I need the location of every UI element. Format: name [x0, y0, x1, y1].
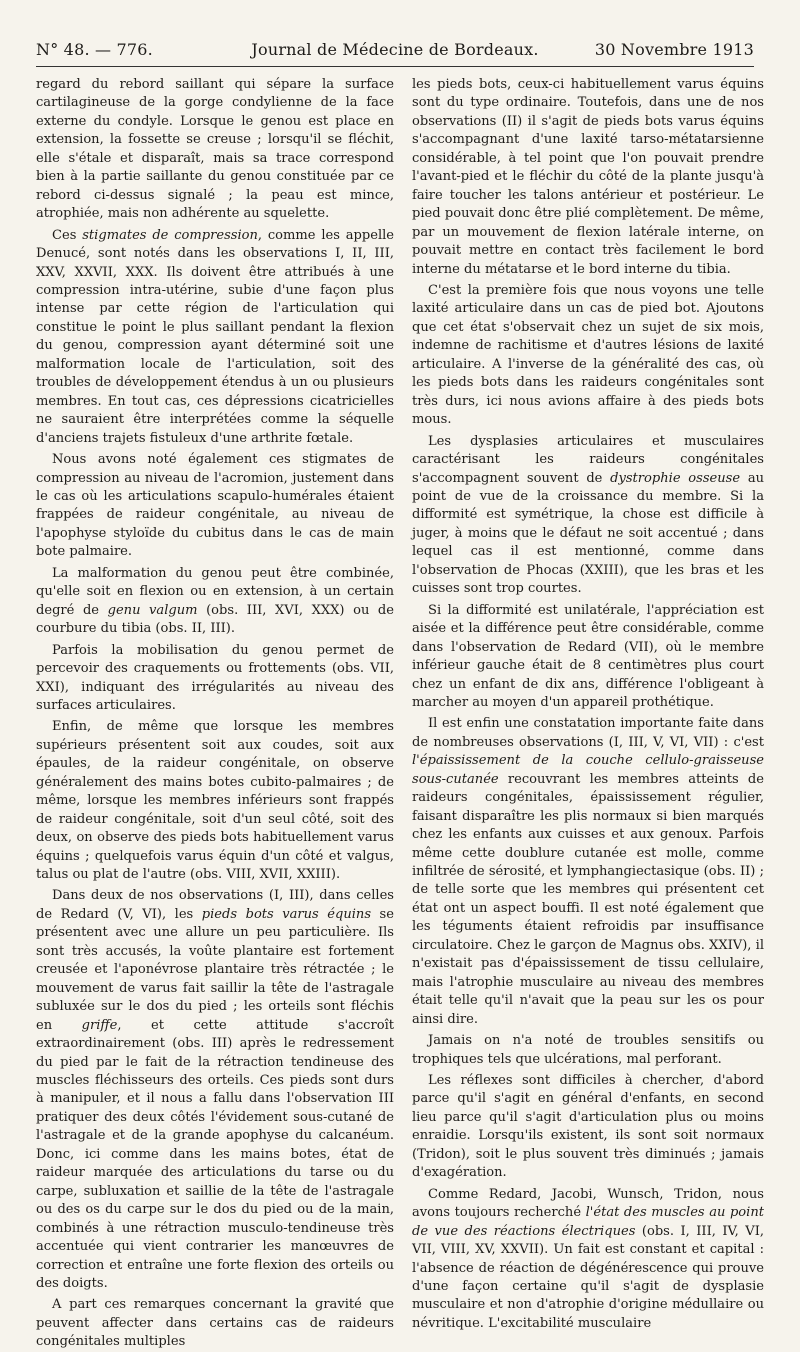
emphasis: griffe: [81, 1017, 118, 1033]
right-column: [412, 76, 764, 1333]
paragraph: Parfois la mobilisation du genou permet de percevoir des craquements ou frottements (obs. VII, XXI), indiquant des irrégularités au niveau des surfaces articulaires.: [36, 642, 394, 713]
paragraph: Les dysplasies articulaires et musculaires caractérisant les raideurs congénitales s'accompagnent souvent de dystrophie osseuse au point de vue de la croissance du membre. Si la difformité est symétrique, la chose est difficile à juger, à moins que le défaut ne soit accentué ; dans lequel cas il est mentionné, comme dans l'observation de Phocas (XXIII), que les bras et les cuisses sont trop courtes.: [412, 433, 764, 597]
paragraph: C'est la première fois que nous voyons une telle laxité articulaire dans un cas de pied bot. Ajoutons que cet état s'observait chez un sujet de six mois, indemne de rachitisme et d'autres lésions de laxité articulaire. A l'inverse de la généralité des cas, où les pieds bots dans les raideurs congénitales sont très durs, ici nous avions affaire à des pieds bots mous.: [412, 282, 764, 428]
journal-title: Journal de Médecine de Bordeaux.: [251, 40, 539, 59]
running-header: [36, 40, 754, 64]
header-rule: [36, 66, 754, 67]
paragraph: Si la difformité est unilatérale, l'appréciation est aisée et la différence peut être considérable, comme dans l'observation de Redard (VII), où le membre inférieur gauche était de 8 centimètres plus court chez un enfant de dix ans, différence l'obligeant à marcher au moyen d'un appareil prothétique.: [412, 602, 764, 710]
paragraph: Jamais on n'a noté de troubles sensitifs ou trophiques tels que ulcérations, mal perforant.: [412, 1033, 764, 1067]
emphasis: dystrophie osseuse: [610, 470, 741, 486]
emphasis: stigmates de compression: [82, 227, 258, 243]
paragraph: A part ces remarques concernant la gravité que peuvent affecter dans certains cas de raideurs congénitales multiples: [36, 1297, 394, 1350]
paragraph: les pieds bots, ceux-ci habituellement varus équins sont du type ordinaire. Toutefois, dans une de nos observations (II) il s'agit de pieds bots varus équins s'accompagnant d'une laxité tarso-métatarsienne considérable, à tel point que l'on pouvait prendre l'avant-pied et le fléchir du côté de la plante jusqu'à faire toucher les talons antérieur et postérieur. Le pied pouvait donc être plié complètement. De même, par un mouvement de flexion latérale interne, on pouvait mettre en contact très facilement le bord interne du métatarse et le bord interne du tibia.: [412, 77, 764, 277]
emphasis: l'épaississement de la couche cellulo-graisseuse sous-cutanée: [412, 753, 764, 787]
left-column: [36, 76, 394, 1352]
paragraph: Les réflexes sont difficiles à chercher, d'abord parce qu'il s'agit en général d'enfants, en second lieu parce qu'il s'agit d'articulation plus ou moins enraidie. Lorsqu'ils existent, ils sont soit normaux (Tridon), soit le plus souvent très diminués ; jamais d'exagération.: [412, 1073, 764, 1181]
emphasis: pieds bots varus équins: [201, 906, 372, 922]
paragraph: Comme Redard, Jacobi, Wunsch, Tridon, nous avons toujours recherché l'état des muscles au point de vue des réactions électriques (obs. I, III, IV, VI, VII, VIII, XV, XXVII). Un fait est constant et capital : l'absence de réaction de dégénérescence qui prouve d'une façon certaine qu'il s'agit de dysplasie musculaire et non d'atrophie d'origine médullaire ou névritique. L'excitabilité musculaire: [412, 1186, 764, 1331]
paragraph: regard du rebord saillant qui sépare la surface cartilagineuse de la gorge condylienne de la face externe du condyle. Lorsque le genou est place en extension, la fossette se creuse ; lorsqu'il se fléchit, elle s'étale et disparaît, mais sa trace correspond bien à la partie saillante du genou constituée par ce rebord ci-dessus signalé ; la peau est mince, atrophiée, mais non adhérente au squelette.: [36, 77, 394, 222]
paragraph: Il est enfin une constatation importante faite dans de nombreuses observations (I, III, V, VI, VII) : c'est l'épaississement de la couche cellulo-graisseuse sous-cutanée recouvrant les membres atteints de raideurs congénitales, épaississement régulier, faisant disparaître les plis normaux si bien marqués chez les enfants aux cuisses et aux genoux. Parfois même cette doublure cutanée est molle, comme infiltrée de sérosité, et lymphangiectasique (obs. II) ; de telle sorte que les membres qui présentent cet état ont un aspect bouffi. Il est noté également que les téguments étaient refroidis par insuffisance circulatoire. Chez le garçon de Magnus obs. XXIV), il n'existait pas d'épaississement de tissu cellulaire, mais l'atrophie musculaire au niveau des membres était telle qu'il n'avait que la peau sur les os pour ainsi dire.: [412, 716, 764, 1027]
emphasis: genu valgum: [107, 602, 198, 618]
issue-number: N° 48. — 776.: [36, 40, 153, 59]
paragraph: Nous avons noté également ces stigmates de compression au niveau de l'acromion, justement dans le cas où les articulations scapulo-humérales étaient frappées de raideur congénitale, au niveau de l'apophyse styloïde du cubitus dans le cas de main bote palmaire.: [36, 452, 394, 560]
paragraph: Dans deux de nos observations (I, III), dans celles de Redard (V, VI), les pieds bots varus équins se présentent avec une allure un peu particulière. Ils sont très accusés, la voûte plantaire est fortement creusée et l'aponévrose plantaire très rétractée ; le mouvement de varus fait saillir la tête de l'astragale subluxée sur le dos du pied ; les orteils sont fléchis en griffe, et cette attitude s'accroît extraordinairement (obs. III) après le redressement du pied par le fait de la rétraction tendineuse des muscles fléchisseurs des orteils. Ces pieds sont durs à manipuler, et il nous a fallu dans l'observation III pratiquer des deux côtés l'évidement sous-cutané de l'astragale et de la grande apophyse du calcanéum. Donc, ici comme dans les mains botes, état de raideur marquée des articulations du tarse ou du carpe, subluxation et saillie de la tête de l'astragale ou des os du carpe sur le dos du pied ou de la main, combinés à une rétraction musculo-tendineuse très accentuée qui vient contrarier les manœuvres de correction et entraîne une forte flexion des orteils ou des doigts.: [36, 888, 394, 1291]
emphasis: l'état des muscles au point de vue des réactions électriques: [412, 1205, 764, 1239]
issue-date: 30 Novembre 1913: [594, 40, 754, 59]
paragraph: Enfin, de même que lorsque les membres supérieurs présentent soit aux coudes, soit aux épaules, de la raideur congénitale, on observe généralement des mains botes cubito-palmaires ; de même, lorsque les membres inférieurs sont frappés de raideur congénitale, soit d'un seul côté, soit des deux, on observe des pieds bots habituellement varus équins ; quelquefois varus équin d'un côté et valgus, talus ou plat de l'autre (obs. VIII, XVII, XXIII).: [36, 719, 394, 883]
paragraph: La malformation du genou peut être combinée, qu'elle soit en flexion ou en extension, à un certain degré de genu valgum (obs. III, XVI, XXX) ou de courbure du tibia (obs. II, III).: [36, 565, 394, 637]
paragraph: Ces stigmates de compression, comme les appelle Denucé, sont notés dans les observations I, II, III, XXV, XXVII, XXX. Ils doivent être attribués à une compression intra-utérine, subie d'une façon plus intense par cette région de l'articulation qui constitue le point le plus saillant pendant la flexion du genou, compression ayant déterminé soit une malformation locale de l'articulation, soit des troubles de développement étendus à un ou plusieurs membres. En tout cas, ces dépressions cicatricielles ne sauraient être interprétées comme la séquelle d'anciens trajets fistuleux d'une arthrite fœtale.: [36, 227, 395, 446]
